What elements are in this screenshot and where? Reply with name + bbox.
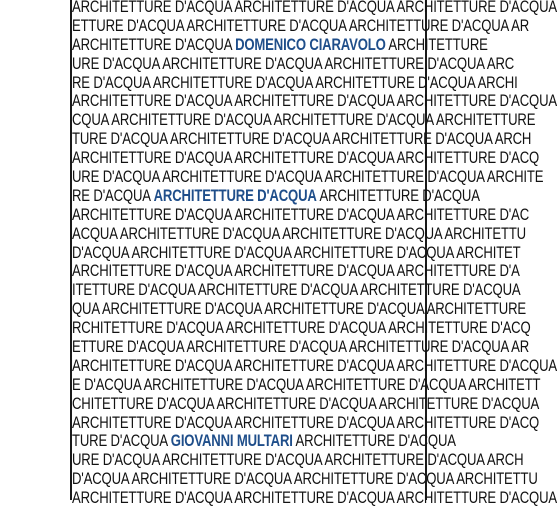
pattern-text: ARCHITETTURE D'ACQUA ARCHITETTURE D'ACQUA ARCHITETTURE D'AC <box>72 205 530 224</box>
cover-text-line <box>72 168 544 187</box>
pattern-text: ARCHITETTURE D'ACQUA <box>316 186 480 205</box>
pattern-text: URE D'ACQUA ARCHITETTURE D'ACQUA ARCHITETTURE D'ACQUA ARCH <box>72 451 524 470</box>
pattern-text: ARCHITETTURE D'ACQUA ARCHITETTURE D'ACQUA ARCHITETTURE D'ACQUA <box>72 0 557 16</box>
pattern-text: TURE D'ACQUA ARCHITETTURE D'ACQUA ARCHITETTURE D'ACQUA ARCH <box>72 130 532 149</box>
pattern-text: ARCHITETTURE D'ACQUA ARCHITETTURE D'ACQUA ARCHITETTURE D'ACQ <box>72 149 540 168</box>
pattern-text: ACQUA ARCHITETTURE D'ACQUA ARCHITETTURE D'ACQUA ARCHITETTU <box>72 224 526 243</box>
pattern-text: CHITETTURE D'ACQUA ARCHITETTURE D'ACQUA ARCHITETTURE D'ACQUA <box>72 394 540 413</box>
pattern-text: QUA ARCHITETTURE D'ACQUA ARCHITETTURE D'ACQUA ARCHITETTURE <box>72 300 526 319</box>
pattern-text: TURE D'ACQUA <box>72 432 171 451</box>
pattern-text: URE D'ACQUA ARCHITETTURE D'ACQUA ARCHITETTURE D'ACQUA ARCHITE <box>72 168 544 187</box>
book-cover <box>70 0 557 508</box>
cover-text-line <box>72 451 524 470</box>
cover-text-line <box>72 300 526 319</box>
cover-text-line <box>72 338 530 357</box>
pattern-text: ARCHITETTURE D'ACQUA ARCHITETTURE D'ACQUA ARCHITETTURE D'ACQ <box>72 413 540 432</box>
pattern-text: URE D'ACQUA ARCHITETTURE D'ACQUA ARCHITETTURE D'ACQUA ARC <box>72 54 515 73</box>
cover-text-line <box>72 54 515 74</box>
pattern-text: ETTURE D'ACQUA ARCHITETTURE D'ACQUA ARCHITETTURE D'ACQUA AR <box>72 16 530 35</box>
pattern-text: RE D'ACQUA <box>72 186 154 205</box>
pattern-text: CQUA ARCHITETTURE D'ACQUA ARCHITETTURE D'ACQUA ARCHITETTURE <box>72 111 536 130</box>
cover-text-line <box>72 16 530 36</box>
pattern-text: ETTURE D'ACQUA ARCHITETTURE D'ACQUA ARCHITETTURE D'ACQUA AR <box>72 338 530 357</box>
pattern-text: RE D'ACQUA ARCHITETTURE D'ACQUA ARCHITETTURE D'ACQUA ARCHI <box>72 73 518 92</box>
cover-text-line <box>72 130 532 149</box>
book-title: ARCHITETTURE D'ACQUA <box>153 186 317 205</box>
pattern-text: ARCHITETTURE D'ACQUA <box>72 35 236 54</box>
cover-text-line <box>72 262 520 281</box>
author-name-2: GIOVANNI MULTARI <box>170 432 293 451</box>
cover-text-line <box>72 394 540 414</box>
cover-text-line <box>72 186 480 206</box>
cover-text-line <box>72 489 557 508</box>
pattern-text: ARCHITETTURE D'ACQUA <box>292 432 456 451</box>
cover-text-line <box>72 470 538 489</box>
cover-text-line <box>72 375 541 395</box>
pattern-text: D'ACQUA ARCHITETTURE D'ACQUA ARCHITETTURE D'ACQUA ARCHITET <box>72 243 521 262</box>
cover-text-line <box>72 92 557 111</box>
cover-text-line <box>72 111 536 130</box>
cover-text-line <box>72 35 488 55</box>
cover-text-line <box>72 0 557 17</box>
cover-text-line <box>72 73 518 93</box>
pattern-text: ARCHITETTURE D'ACQUA ARCHITETTURE D'ACQUA ARCHITETTURE D'A <box>72 262 520 281</box>
cover-text-line <box>72 243 521 263</box>
cover-text-line <box>72 356 557 376</box>
cover-text-line <box>72 319 531 338</box>
pattern-text: ARCHITETTURE D'ACQUA ARCHITETTURE D'ACQUA ARCHITETTURE D'ACQUA <box>72 489 557 508</box>
pattern-text: D'ACQUA ARCHITETTURE D'ACQUA ARCHITETTURE D'ACQUA ARCHITETTU <box>72 470 538 489</box>
author-name-1: DOMENICO CIARAVOLO <box>235 35 386 54</box>
pattern-text: ARCHITETTURE <box>385 35 488 54</box>
cover-text-line <box>72 432 456 451</box>
pattern-text: RCHITETTURE D'ACQUA ARCHITETTURE D'ACQUA ARCHITETTURE D'ACQ <box>72 319 531 338</box>
cover-text-line <box>72 149 540 168</box>
pattern-text: ARCHITETTURE D'ACQUA ARCHITETTURE D'ACQUA ARCHITETTURE D'ACQUA <box>72 92 557 111</box>
pattern-text: ARCHITETTURE D'ACQUA ARCHITETTURE D'ACQUA ARCHITETTURE D'ACQUA <box>72 356 557 375</box>
cover-text-line <box>72 205 530 225</box>
cover-text-line <box>72 224 526 244</box>
repeated-text-pattern <box>72 0 557 508</box>
pattern-text: ITETTURE D'ACQUA ARCHITETTURE D'ACQUA ARCHITETTURE D'ACQUA <box>72 281 521 300</box>
pattern-text: E D'ACQUA ARCHITETTURE D'ACQUA ARCHITETTURE D'ACQUA ARCHITETT <box>72 375 541 394</box>
cover-text-line <box>72 413 540 433</box>
cover-text-line <box>72 281 521 300</box>
